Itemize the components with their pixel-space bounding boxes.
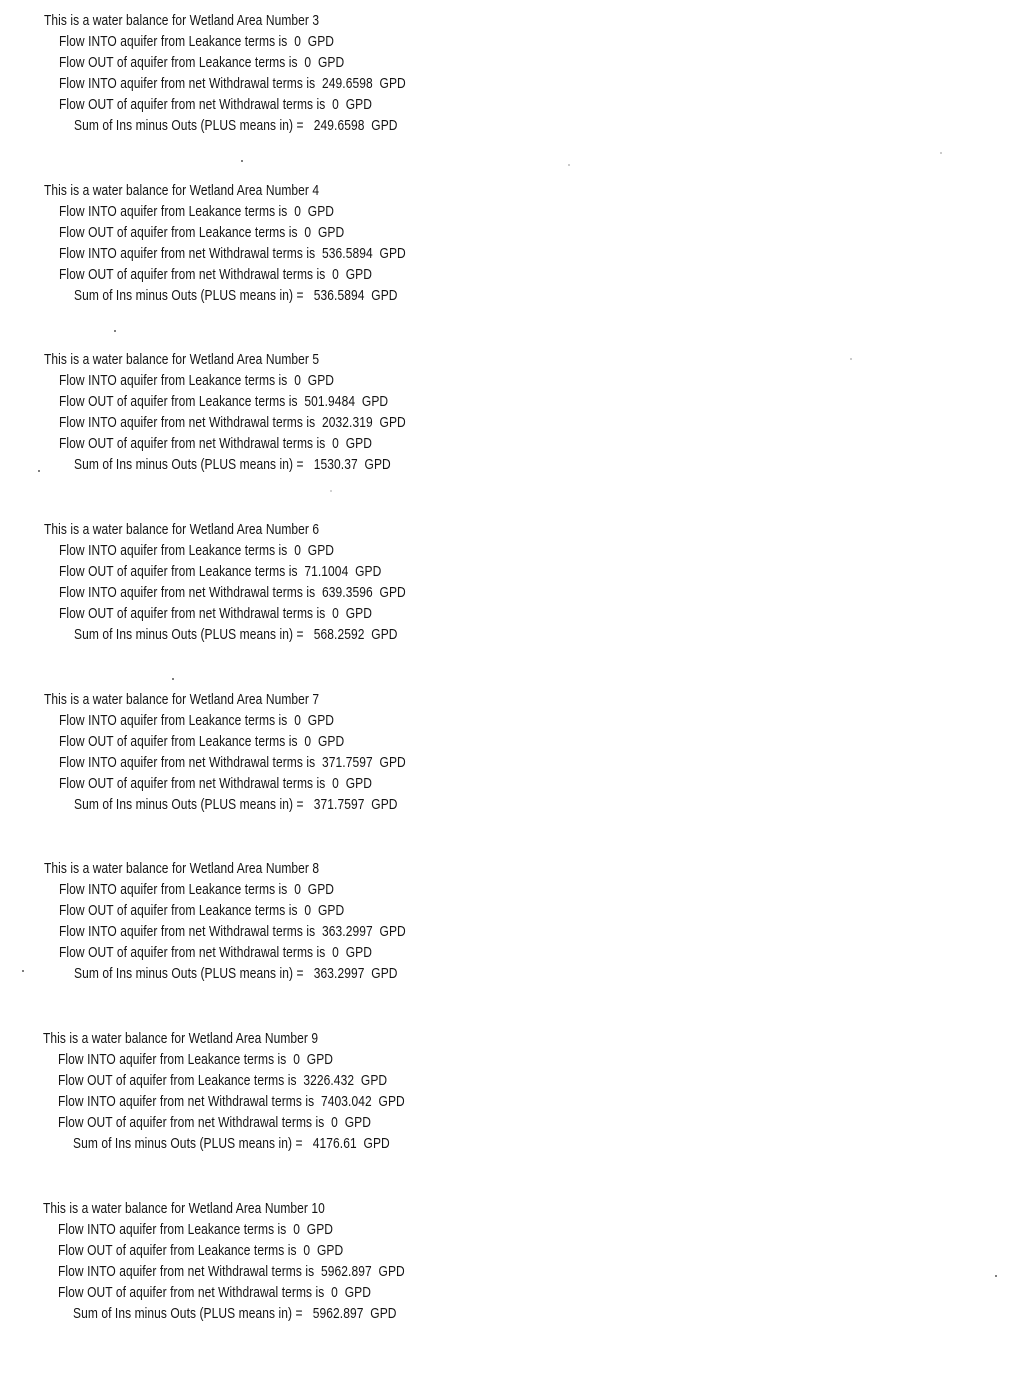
flow-out-withdrawal-line: Flow OUT of aquifer from net Withdrawal terms is 0 GPD (59, 605, 373, 622)
scan-speck (172, 678, 174, 680)
sum-line: Sum of Ins minus Outs (PLUS means in) = 363.2997 GPD (74, 965, 398, 982)
sum-line: Sum of Ins minus Outs (PLUS means in) = 5962.897 GPD (73, 1305, 397, 1322)
flow-out-withdrawal-line: Flow OUT of aquifer from net Withdrawal terms is 0 GPD (58, 1284, 372, 1301)
flow-out-leakance-line: Flow OUT of aquifer from Leakance terms is 0 GPD (58, 1242, 344, 1259)
flow-out-leakance-line: Flow OUT of aquifer from Leakance terms is 3226.432 GPD (58, 1072, 388, 1089)
block-title: This is a water balance for Wetland Area Number 6 (44, 521, 320, 538)
scan-speck (940, 152, 942, 154)
flow-into-leakance-line: Flow INTO aquifer from Leakance terms is 0 GPD (58, 1221, 334, 1238)
block-title: This is a water balance for Wetland Area Number 3 (44, 12, 320, 29)
block-title: This is a water balance for Wetland Area Number 9 (43, 1030, 319, 1047)
scan-speck (568, 164, 570, 166)
block-title: This is a water balance for Wetland Area Number 7 (44, 691, 320, 708)
scan-speck (241, 160, 243, 162)
flow-into-withdrawal-line: Flow INTO aquifer from net Withdrawal terms is 249.6598 GPD (59, 75, 406, 92)
flow-into-leakance-line: Flow INTO aquifer from Leakance terms is 0 GPD (59, 372, 335, 389)
flow-out-leakance-line: Flow OUT of aquifer from Leakance terms is 0 GPD (59, 54, 345, 71)
flow-out-withdrawal-line: Flow OUT of aquifer from net Withdrawal terms is 0 GPD (59, 944, 373, 961)
flow-into-leakance-line: Flow INTO aquifer from Leakance terms is 0 GPD (59, 203, 335, 220)
block-title: This is a water balance for Wetland Area Number 8 (44, 860, 320, 877)
flow-into-leakance-line: Flow INTO aquifer from Leakance terms is 0 GPD (59, 542, 335, 559)
scan-speck (114, 330, 116, 332)
scan-speck (850, 358, 852, 360)
sum-line: Sum of Ins minus Outs (PLUS means in) = 536.5894 GPD (74, 287, 398, 304)
flow-into-leakance-line: Flow INTO aquifer from Leakance terms is 0 GPD (59, 881, 335, 898)
flow-into-withdrawal-line: Flow INTO aquifer from net Withdrawal terms is 371.7597 GPD (59, 754, 406, 771)
flow-into-withdrawal-line: Flow INTO aquifer from net Withdrawal terms is 363.2997 GPD (59, 923, 406, 940)
sum-line: Sum of Ins minus Outs (PLUS means in) = 568.2592 GPD (74, 626, 398, 643)
flow-out-leakance-line: Flow OUT of aquifer from Leakance terms is 0 GPD (59, 902, 345, 919)
block-title: This is a water balance for Wetland Area Number 5 (44, 351, 320, 368)
flow-out-withdrawal-line: Flow OUT of aquifer from net Withdrawal terms is 0 GPD (58, 1114, 372, 1131)
flow-out-withdrawal-line: Flow OUT of aquifer from net Withdrawal terms is 0 GPD (59, 266, 373, 283)
block-title: This is a water balance for Wetland Area Number 10 (43, 1200, 325, 1217)
sum-line: Sum of Ins minus Outs (PLUS means in) = 4176.61 GPD (73, 1135, 390, 1152)
scan-speck (330, 490, 332, 492)
scan-speck (38, 470, 40, 472)
sum-line: Sum of Ins minus Outs (PLUS means in) = 1530.37 GPD (74, 456, 391, 473)
flow-out-leakance-line: Flow OUT of aquifer from Leakance terms is 71.1004 GPD (59, 563, 382, 580)
flow-into-leakance-line: Flow INTO aquifer from Leakance terms is 0 GPD (58, 1051, 334, 1068)
flow-out-withdrawal-line: Flow OUT of aquifer from net Withdrawal terms is 0 GPD (59, 96, 373, 113)
flow-out-leakance-line: Flow OUT of aquifer from Leakance terms is 0 GPD (59, 224, 345, 241)
flow-out-leakance-line: Flow OUT of aquifer from Leakance terms is 0 GPD (59, 733, 345, 750)
flow-out-leakance-line: Flow OUT of aquifer from Leakance terms is 501.9484 GPD (59, 393, 389, 410)
block-title: This is a water balance for Wetland Area Number 4 (44, 182, 320, 199)
flow-out-withdrawal-line: Flow OUT of aquifer from net Withdrawal terms is 0 GPD (59, 775, 373, 792)
sum-line: Sum of Ins minus Outs (PLUS means in) = 249.6598 GPD (74, 117, 398, 134)
sum-line: Sum of Ins minus Outs (PLUS means in) = 371.7597 GPD (74, 796, 398, 813)
flow-into-withdrawal-line: Flow INTO aquifer from net Withdrawal terms is 536.5894 GPD (59, 245, 406, 262)
flow-into-withdrawal-line: Flow INTO aquifer from net Withdrawal terms is 5962.897 GPD (58, 1263, 405, 1280)
flow-into-withdrawal-line: Flow INTO aquifer from net Withdrawal terms is 7403.042 GPD (58, 1093, 405, 1110)
scan-speck (22, 970, 24, 972)
flow-into-withdrawal-line: Flow INTO aquifer from net Withdrawal terms is 639.3596 GPD (59, 584, 406, 601)
flow-into-leakance-line: Flow INTO aquifer from Leakance terms is 0 GPD (59, 712, 335, 729)
flow-into-withdrawal-line: Flow INTO aquifer from net Withdrawal terms is 2032.319 GPD (59, 414, 406, 431)
flow-out-withdrawal-line: Flow OUT of aquifer from net Withdrawal terms is 0 GPD (59, 435, 373, 452)
flow-into-leakance-line: Flow INTO aquifer from Leakance terms is 0 GPD (59, 33, 335, 50)
scan-speck (995, 1275, 997, 1277)
